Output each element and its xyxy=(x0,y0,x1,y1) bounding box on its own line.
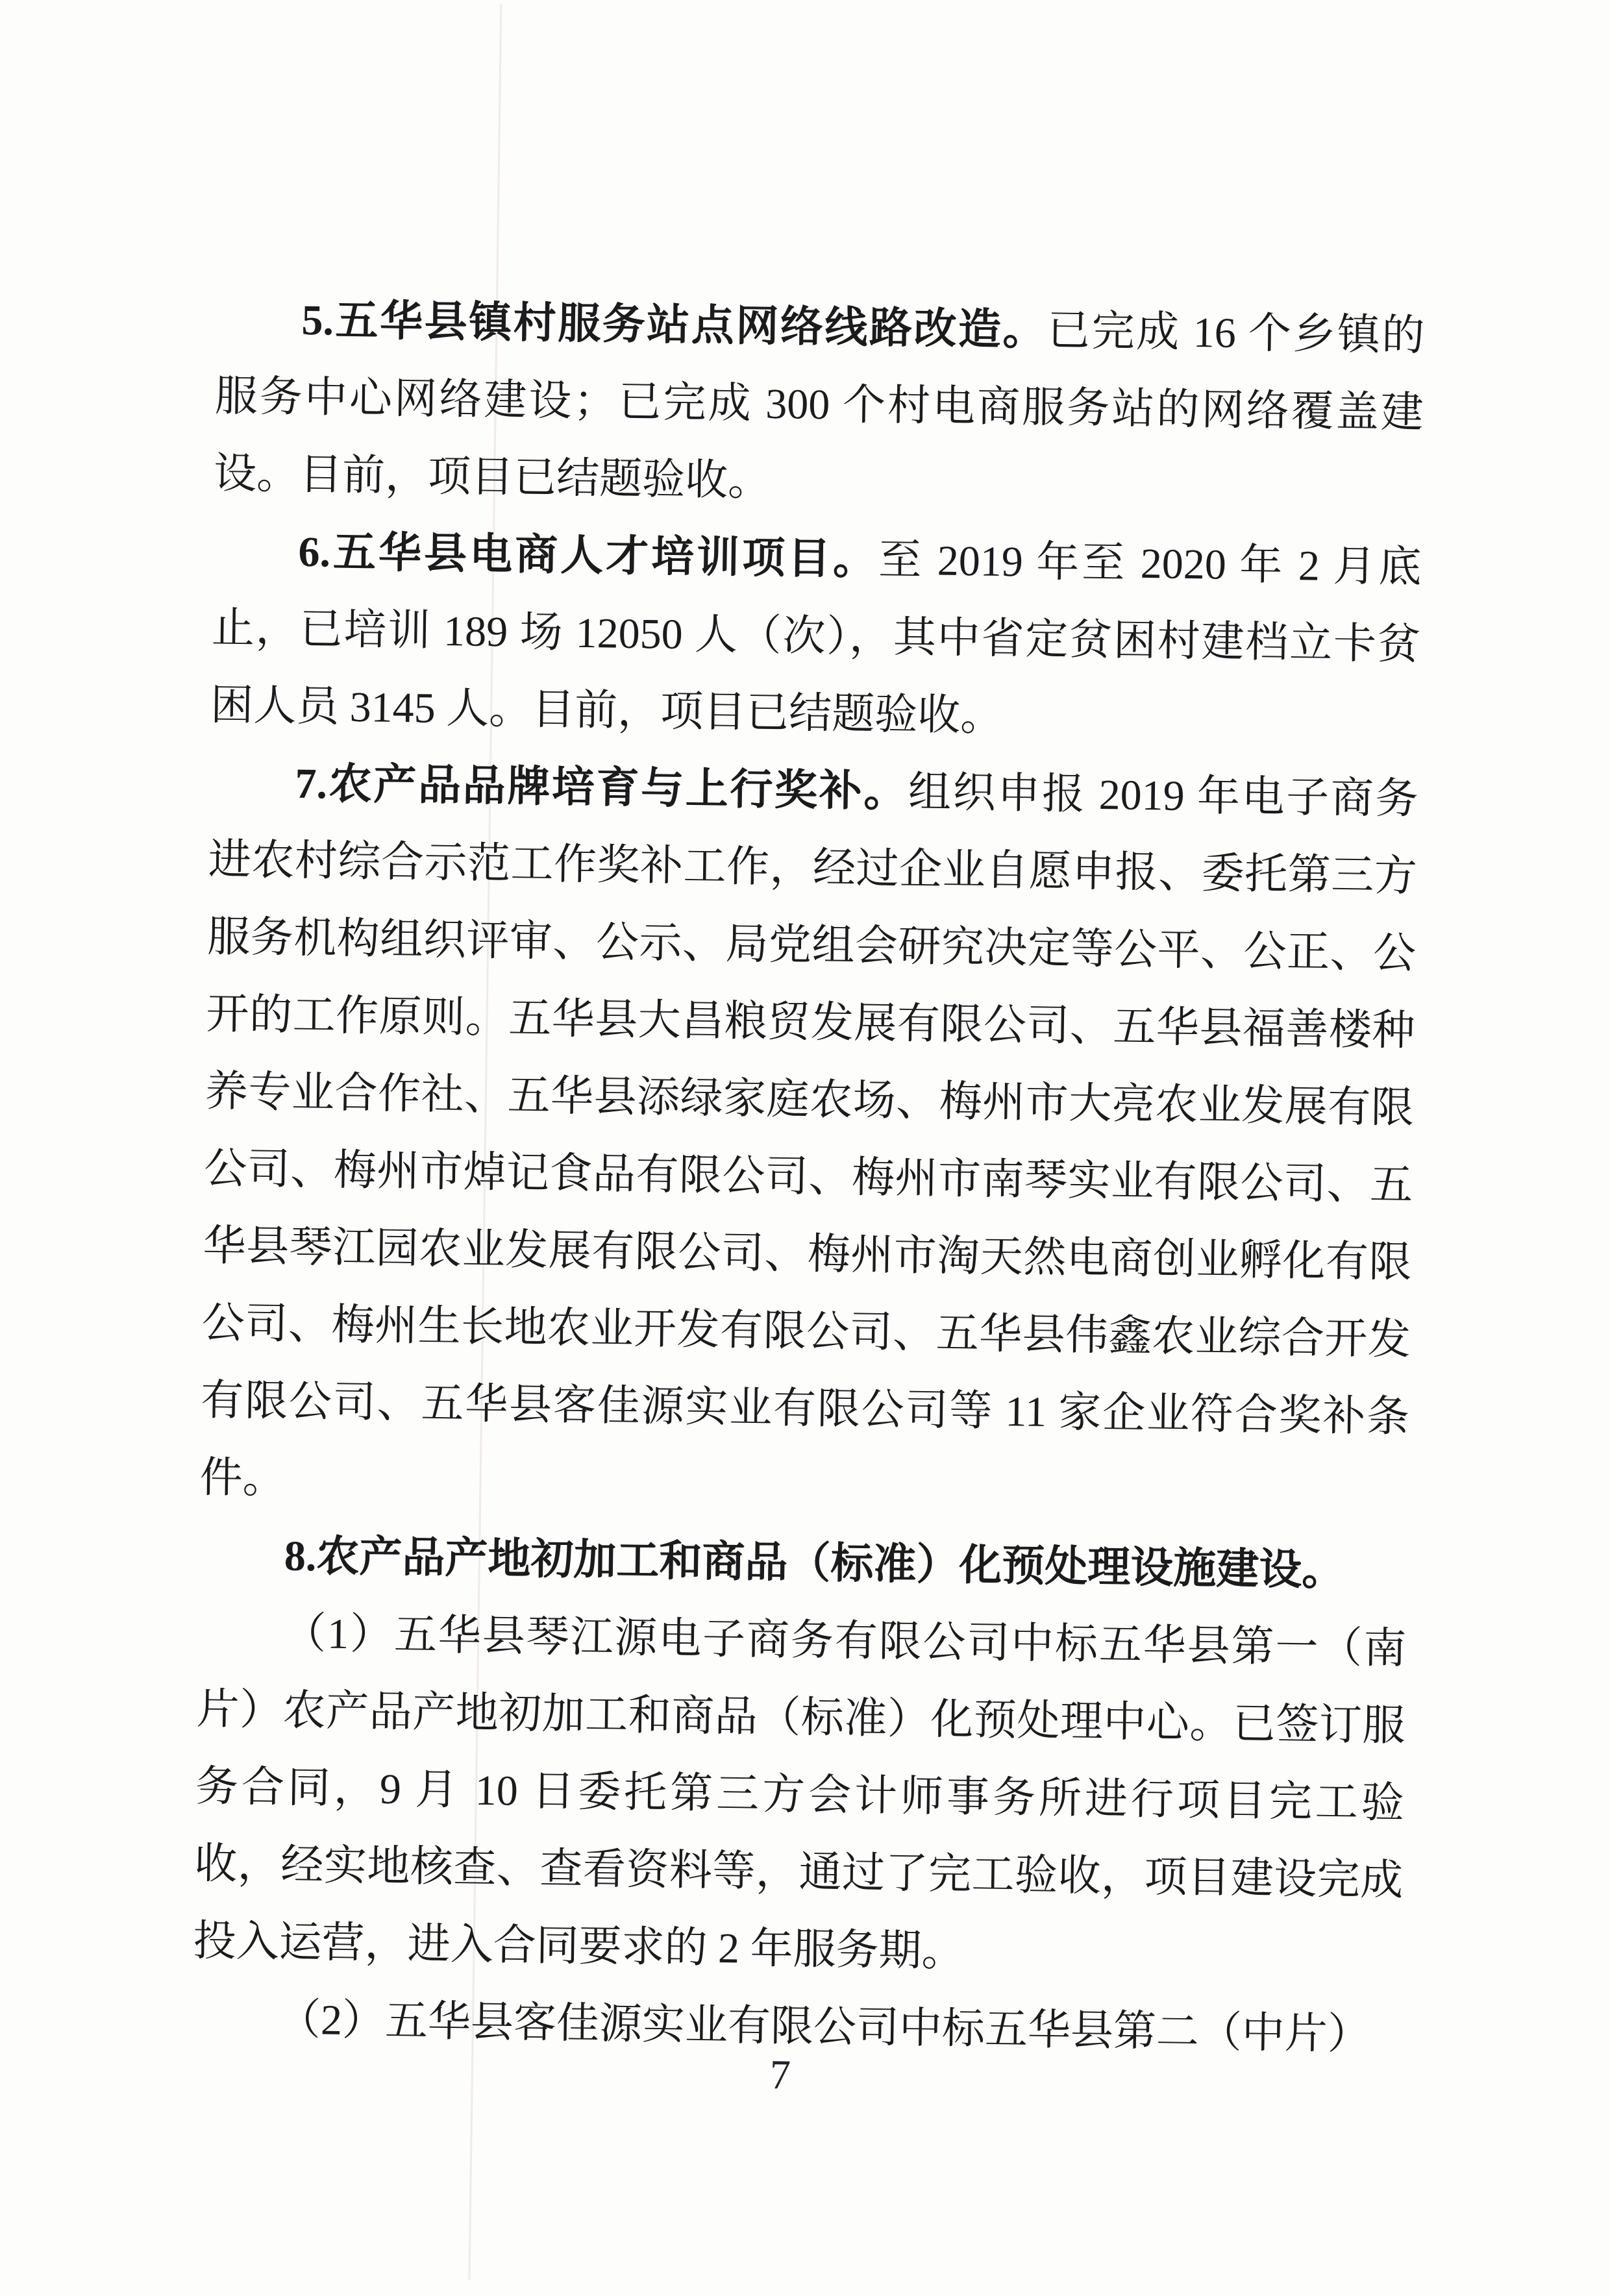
paragraph-7-text: 组织申报 2019 年电子商务进农村综合示范工作奖补工作，经过企业自愿申报、委托第三方服务机构组织评审、公示、局党组会研究决定等公平、公正、公开的工作原则。五华县大昌粮贸发展有限公司、五华县福善楼种养专业合作社、五华县添绿家庭农场、梅州市大亮农业发展有限公司、梅州市焯记食品有限公司、梅州市南琴实业有限公司、五华县琴江园农业发展有限公司、梅州市淘天然电商创业孵化有限公司、梅州生长地农业开发有限公司、五华县伟鑫农业综合开发有限公司、五华县客佳源实业有限公司等 11 家企业符合奖补条件。 xyxy=(199,768,1418,1503)
page-number: 7 xyxy=(769,2051,791,2098)
paragraph-8-sub-2-text: （2）五华县客佳源实业有限公司中标五华县第二（中片） xyxy=(277,1995,1371,2059)
paragraph-5-heading: 5.五华县镇村服务站点网络线路改造。 xyxy=(301,296,1048,354)
paragraph-item-5 xyxy=(213,280,1425,529)
paragraph-6-heading: 6.五华县电商人才培训项目。 xyxy=(298,528,879,584)
paragraph-item-6 xyxy=(210,512,1422,761)
paragraph-7-heading: 7.农产品品牌培育与上行奖补。 xyxy=(295,759,909,816)
paragraph-5-text: 已完成 16 个乡镇的服务中心网络建设；已完成 300 个村电商服务站的网络覆盖建设。目前，项目已结题验收。 xyxy=(213,306,1425,505)
paragraph-item-7 xyxy=(199,744,1418,1533)
paragraph-6-text: 至 2019 年至 2020 年 2 月底止，已培训 189 场 12050 人（次），其中省定贫困村建档立卡贫困人员 3145 人。目前，项目已结题验收。 xyxy=(210,536,1422,740)
paragraph-8-heading: 8.农产品产地初加工和商品（标准）化预处理设施建设。 xyxy=(284,1532,1345,1595)
paragraph-8-sub-1-text: （1）五华县琴江源电子商务有限公司中标五华县第一（南片）农产品产地初加工和商品（标准）化预处理中心。已签订服务合同，9 月 10 日委托第三方会计师事务所进行项目完工验收，经实地核查、查看资料等，通过了完工验收，项目建设完成投入运营，进入合同要求的 2 年服务期。 xyxy=(193,1609,1407,1976)
paragraph-item-8-sub-1 xyxy=(193,1594,1407,1997)
document-body xyxy=(192,280,1425,2074)
